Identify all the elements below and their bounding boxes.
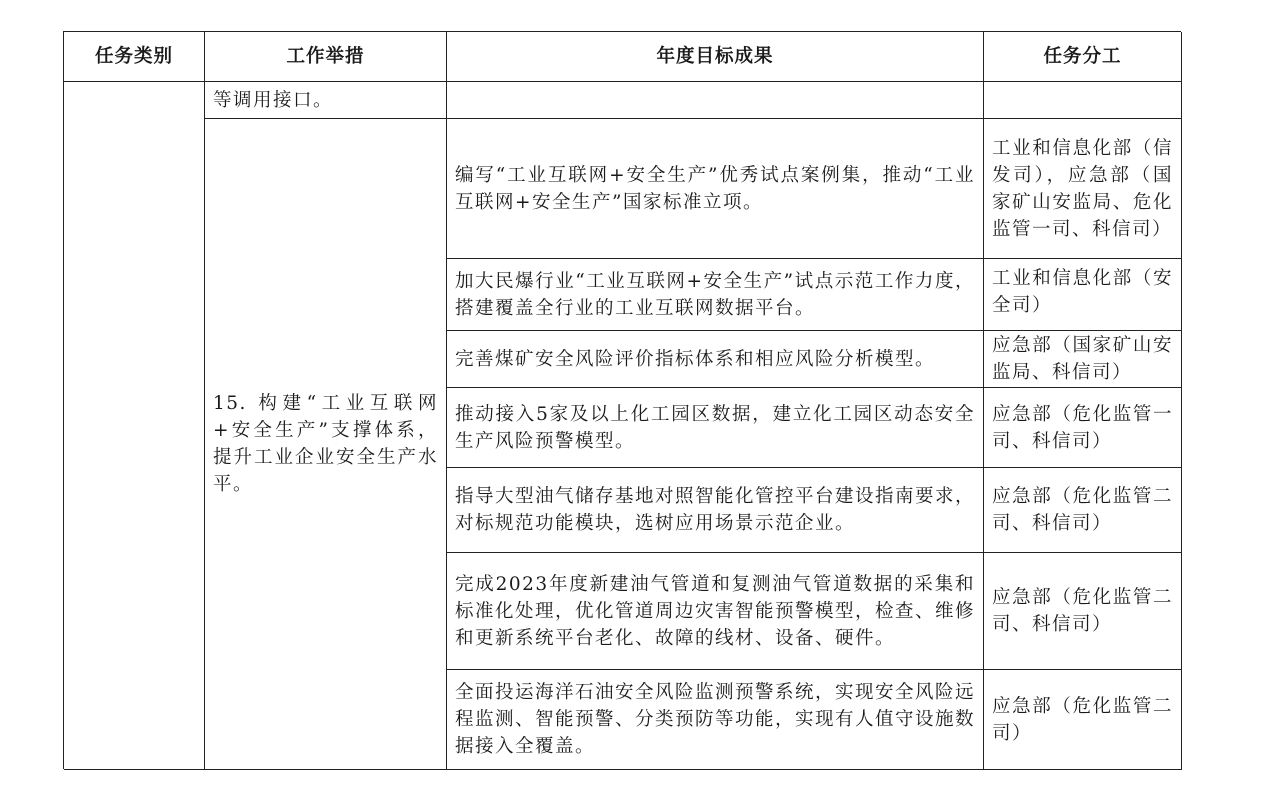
- measure-continued: 等调用接口。: [205, 82, 447, 119]
- header-task-category: 任务类别: [64, 32, 205, 82]
- goal-row-2: 加大民爆行业“工业互联网+安全生产”试点示范工作力度，搭建覆盖全行业的工业互联网数据平台。: [447, 259, 984, 331]
- header-annual-goal: 年度目标成果: [447, 32, 984, 82]
- division-row-3: 应急部（国家矿山安监局、科信司）: [984, 331, 1182, 388]
- goal-row-3: 完善煤矿安全风险评价指标体系和相应风险分析模型。: [447, 331, 984, 388]
- header-work-measure: 工作举措: [205, 32, 447, 82]
- division-row-5: 应急部（危化监管二司、科信司）: [984, 468, 1182, 553]
- division-cell-empty: [984, 82, 1182, 119]
- category-cell: [64, 82, 205, 770]
- goal-row-5: 指导大型油气储存基地对照智能化管控平台建设指南要求，对标规范功能模块，选树应用场景示范企业。: [447, 468, 984, 553]
- division-row-4: 应急部（危化监管一司、科信司）: [984, 388, 1182, 468]
- division-row-1: 工业和信息化部（信发司），应急部（国家矿山安监局、危化监管一司、科信司）: [984, 119, 1182, 259]
- task-table: [63, 31, 1181, 769]
- goal-row-4: 推动接入5家及以上化工园区数据，建立化工园区动态安全生产风险预警模型。: [447, 388, 984, 468]
- measure-15: 15. 构建“工业互联网+安全生产”支撑体系，提升工业企业安全生产水平。: [205, 119, 447, 770]
- goal-row-7: 全面投运海洋石油安全风险监测预警系统，实现安全风险远程监测、智能预警、分类预防等功能，实现有人值守设施数据接入全覆盖。: [447, 670, 984, 770]
- goal-cell-empty: [447, 82, 984, 119]
- division-row-2: 工业和信息化部（安全司）: [984, 259, 1182, 331]
- division-row-7: 应急部（危化监管二司）: [984, 670, 1182, 770]
- goal-row-1: 编写“工业互联网+安全生产”优秀试点案例集，推动“工业互联网+安全生产”国家标准立项。: [447, 119, 984, 259]
- header-task-division: 任务分工: [984, 32, 1182, 82]
- division-row-6: 应急部（危化监管二司、科信司）: [984, 553, 1182, 670]
- goal-row-6: 完成2023年度新建油气管道和复测油气管道数据的采集和标准化处理，优化管道周边灾害智能预警模型，检查、维修和更新系统平台老化、故障的线材、设备、硬件。: [447, 553, 984, 670]
